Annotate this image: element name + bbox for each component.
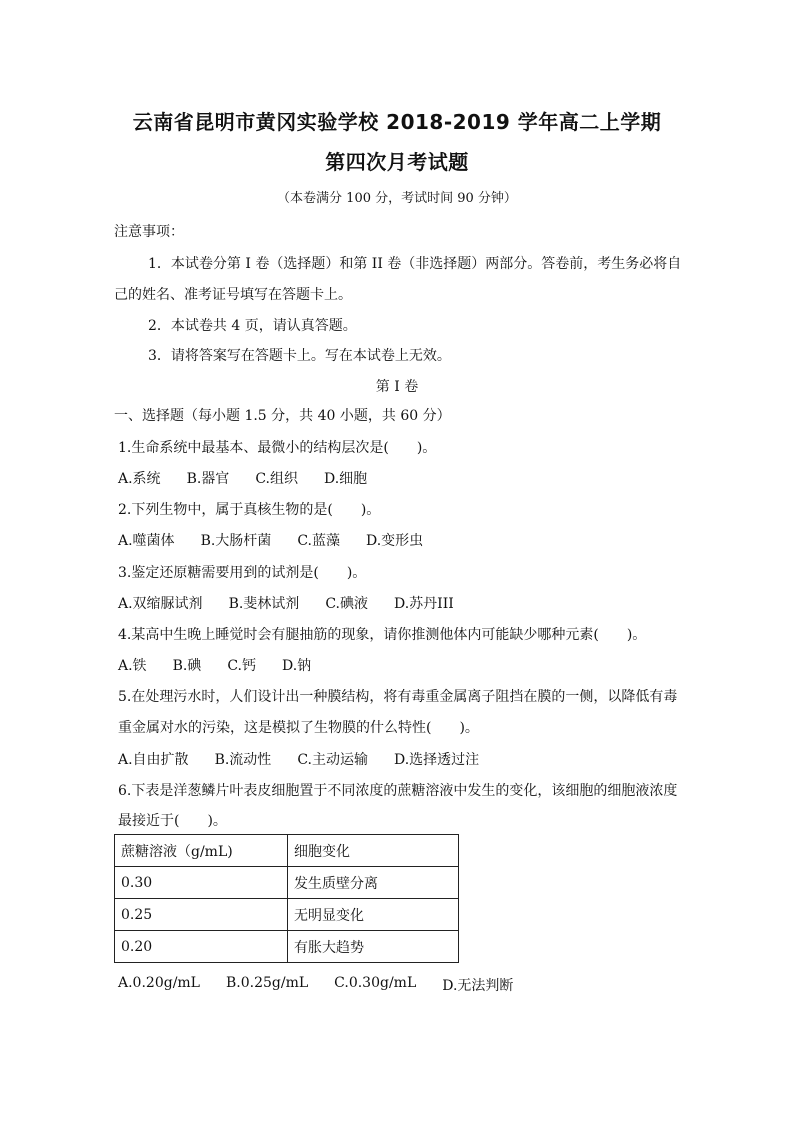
option-a: A.自由扩散 <box>118 752 189 768</box>
table-row <box>115 867 459 899</box>
exam-info: （本卷满分 100 分，考试时间 90 分钟） <box>277 191 517 206</box>
option-c: C.钙 <box>227 658 256 674</box>
notice-item: 1．本试卷分第 I 卷（选择题）和第 II 卷（非选择题）两部分。答卷前，考生务必将自 <box>148 256 682 272</box>
question-options <box>118 749 505 769</box>
option-d: D.无法判断 <box>442 978 514 994</box>
page-subtitle-title: 第四次月考试题 <box>325 150 469 174</box>
notice-item: 3．请将答案写在答题卡上。写在本试卷上无效。 <box>148 348 451 364</box>
option-b: B.流动性 <box>214 752 272 768</box>
table-cell: 0.30 <box>115 867 288 899</box>
option-c: C.蓝藻 <box>297 533 340 549</box>
volume-label: 第 I 卷 <box>375 379 419 395</box>
question-stem: 3.鉴定还原糖需要用到的试剂是( )。 <box>118 565 367 581</box>
option-a: A.系统 <box>118 471 161 487</box>
notice-item: 己的姓名、准考证号填写在答题卡上。 <box>114 287 352 303</box>
notice-item: 2．本试卷共 4 页，请认真答题。 <box>148 318 357 334</box>
option-d: D.细胞 <box>323 471 368 487</box>
question-options <box>118 975 539 995</box>
question-stem: 5.在处理污水时，人们设计出一种膜结构，将有毒重金属离子阻挡在膜的一侧，以降低有毒 <box>118 689 678 705</box>
option-c: C.碘液 <box>325 596 368 612</box>
table-row <box>115 931 459 963</box>
table-cell: 0.20 <box>115 931 288 963</box>
question-stem: 6.下表是洋葱鳞片叶表皮细胞置于不同浓度的蔗糖溶液中发生的变化，该细胞的细胞液浓度 <box>118 783 678 799</box>
option-c: C.主动运输 <box>297 752 368 768</box>
option-a: A.铁 <box>118 658 147 674</box>
question-stem: 1.生命系统中最基本、最微小的结构层次是( )。 <box>118 440 437 456</box>
question-stem: 重金属对水的污染，这是模拟了生物膜的什么特性( )。 <box>118 720 479 736</box>
option-d: D.选择透过注 <box>393 752 480 768</box>
section-heading: 一、选择题（每小题 1.5 分，共 40 小题，共 60 分） <box>114 408 451 424</box>
option-d: D.苏丹III <box>393 596 454 612</box>
option-b: B.斐林试剂 <box>228 596 300 612</box>
option-b: B.器官 <box>186 471 230 487</box>
table-header-row <box>115 835 459 867</box>
question-options <box>118 530 449 550</box>
option-d: D.钠 <box>281 658 312 674</box>
table-header-cell: 蔗糖溶液（g/mL) <box>115 835 288 867</box>
option-a: A.0.20g/mL <box>118 975 200 991</box>
question-options <box>118 468 393 488</box>
question-stem: 最接近于( )。 <box>118 813 227 829</box>
page-title: 云南省昆明市黄冈实验学校 2018-2019 学年高二上学期 <box>132 110 662 134</box>
option-c: C.组织 <box>255 471 298 487</box>
question-stem: 2.下列生物中，属于真核生物的是( )。 <box>118 502 381 518</box>
sucrose-table <box>114 834 459 963</box>
table-cell: 0.25 <box>115 899 288 931</box>
option-a: A.双缩脲试剂 <box>118 596 203 612</box>
option-b: B.大肠杆菌 <box>200 533 272 549</box>
notice-heading: 注意事项： <box>114 224 184 240</box>
table-cell: 无明显变化 <box>288 899 459 931</box>
option-b: B.碘 <box>172 658 202 674</box>
question-options <box>118 593 480 613</box>
table-cell: 发生质壁分离 <box>288 867 459 899</box>
option-a: A.噬菌体 <box>118 533 175 549</box>
table-header-cell: 细胞变化 <box>288 835 459 867</box>
question-stem: 4.某高中生晚上睡觉时会有腿抽筋的现象，请你推测他体内可能缺少哪种元素( )。 <box>118 627 647 643</box>
table-row <box>115 899 459 931</box>
option-c: C.0.30g/mL <box>334 975 417 991</box>
option-d: D.变形虫 <box>365 533 424 549</box>
option-b: B.0.25g/mL <box>225 975 309 991</box>
table-cell: 有胀大趋势 <box>288 931 459 963</box>
question-options <box>118 655 337 675</box>
